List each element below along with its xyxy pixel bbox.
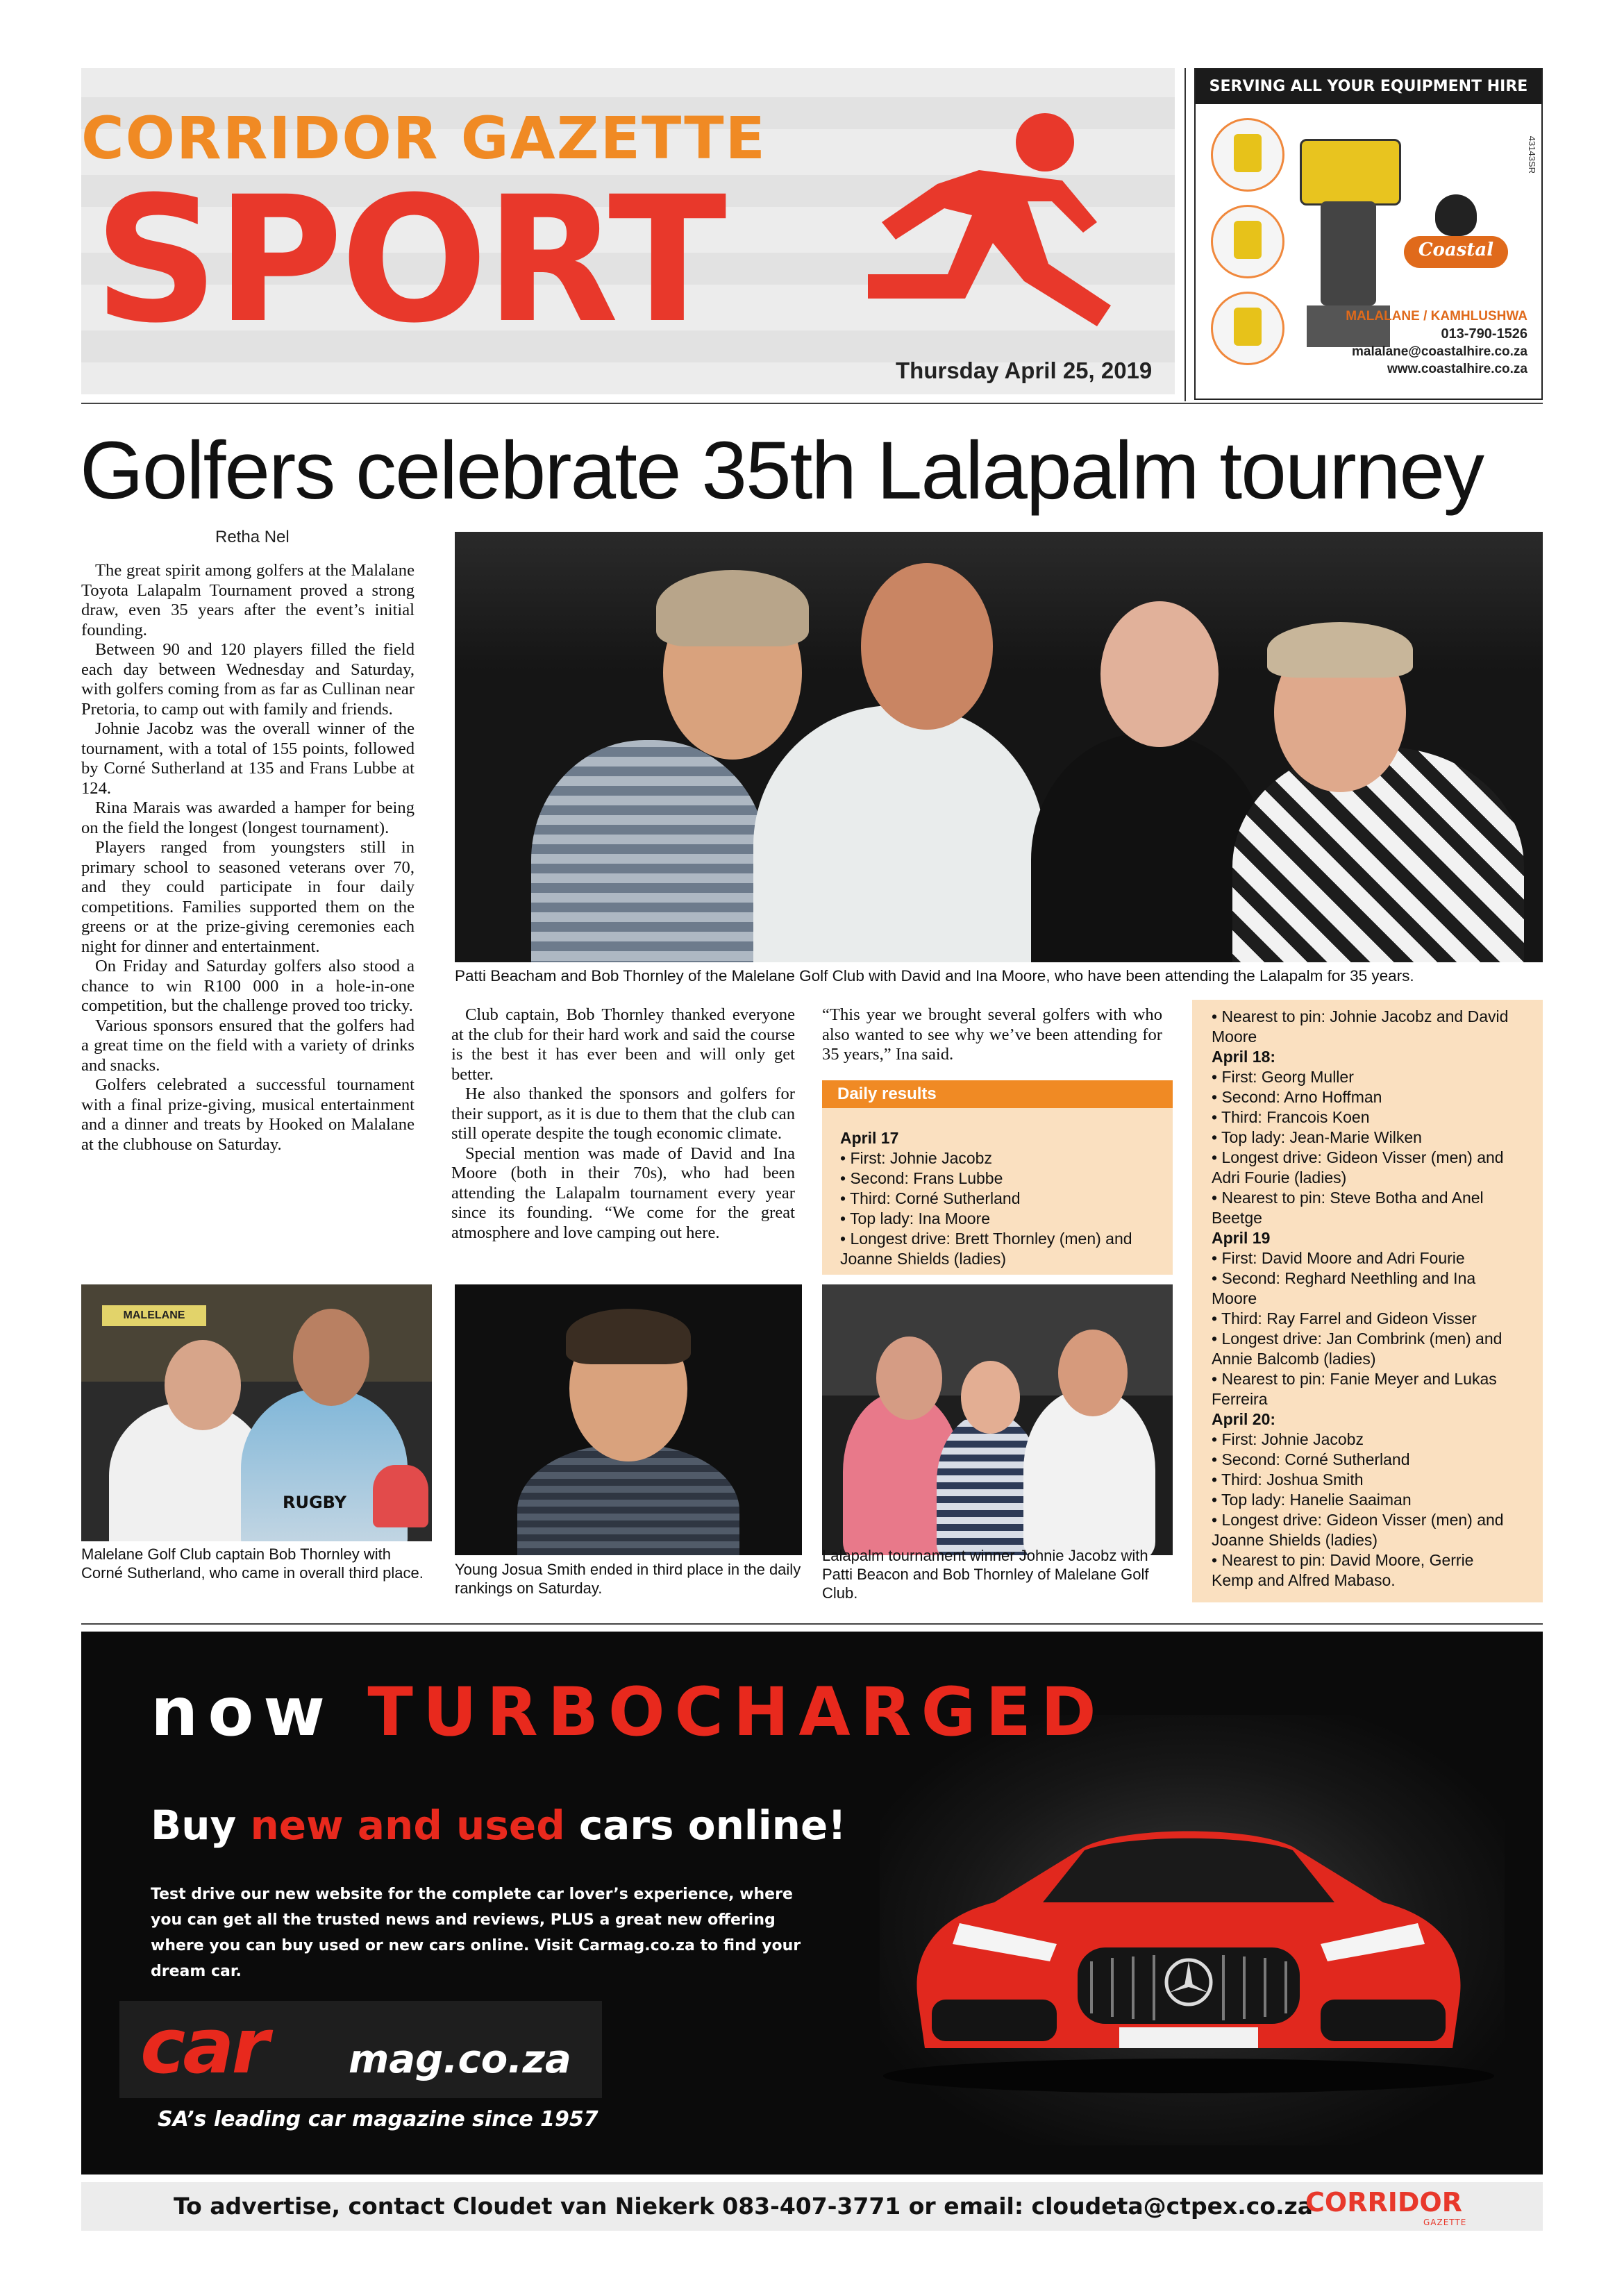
result-line: • Third: Francois Koen — [1212, 1108, 1370, 1126]
result-line: • Third: Joshua Smith — [1212, 1470, 1364, 1489]
result-line: • Top lady: Ina Moore — [840, 1209, 991, 1227]
result-line: Moore — [1212, 1028, 1257, 1046]
headline-turbocharged: TURBOCHARGED — [367, 1673, 1106, 1751]
brand-name: Coastal — [1404, 236, 1508, 268]
result-line: Ferreira — [1212, 1390, 1268, 1408]
photo-captain-and-sutherland — [81, 1284, 432, 1541]
result-line: • Longest drive: Gideon Visser (men) and — [1212, 1148, 1504, 1166]
buy-text-3: cars online! — [564, 1802, 846, 1849]
result-line: • Second: Arno Hoffman — [1212, 1088, 1382, 1106]
paragraph: Between 90 and 120 players filled the field each day between Wednesday and Saturday, with golfers coming from as far as Cullinan near Pretoria, to camp out with family and friends. — [81, 640, 415, 719]
result-line: • Top lady: Jean-Marie Wilken — [1212, 1128, 1422, 1146]
results-april-17 — [840, 1128, 1166, 1269]
paragraph: On Friday and Saturday golfers also stood a chance to win R100 000 in a hole-in-one competition, but the challenge proved too tricky. — [81, 957, 415, 1015]
results-day-title: April 20: — [1212, 1410, 1276, 1428]
issue-date: Thursday April 25, 2019 — [896, 358, 1153, 383]
result-line: Annie Balcomb (ladies) — [1212, 1350, 1376, 1368]
paragraph: Golfers celebrated a successful tournament with a final prize-giving, musical entertainment and a dinner and treats by Hooked on Malalane at the clubhouse on Saturday. — [81, 1075, 415, 1154]
result-line: • Second: Frans Lubbe — [840, 1169, 1003, 1187]
result-line: • Top lady: Hanelie Saaiman — [1212, 1491, 1412, 1509]
result-line: • Longest drive: Jan Combrink (men) and — [1212, 1330, 1502, 1348]
paragraph: Rina Marais was awarded a hamper for being on the field the longest (longest tournament). — [81, 798, 415, 837]
headline-now: now — [151, 1673, 335, 1751]
results-day-title: April 17 — [840, 1129, 899, 1147]
result-line: Adri Fourie (ladies) — [1212, 1168, 1347, 1187]
rule — [81, 1623, 1543, 1625]
result-line: • First: David Moore and Adri Fourie — [1212, 1249, 1465, 1267]
headline: Golfers celebrate 35th Lalapalm tourney — [80, 425, 1483, 517]
footer-logo-text: CORRIDOR — [1305, 2187, 1462, 2218]
main-photo — [455, 532, 1543, 962]
footer-contact[interactable]: To advertise, contact Cloudet van Niekerk 083-407-3771 or email: cloudeta@ctpex.co.za — [174, 2193, 1314, 2220]
paragraph: The great spirit among golfers at the Malalane Toyota Lalapalm Tournament proved a strong draw, even 35 years after the event’s initial founding. — [81, 561, 415, 639]
daily-results-header: Daily results — [822, 1080, 1173, 1108]
ad-location: MALALANE / KAMHLUSHWA — [1346, 309, 1527, 324]
club-banner: MALELANE — [102, 1305, 206, 1326]
photo2-caption: Young Josua Smith ended in third place in the daily rankings on Saturday. — [455, 1561, 801, 1597]
article-column-2 — [451, 1005, 795, 1243]
car-ad-headline — [151, 1673, 1106, 1751]
carmag-tagline: SA’s leading car magazine since 1957 — [158, 2107, 598, 2131]
result-line: • First: Georg Muller — [1212, 1068, 1354, 1086]
photo-jacobz-winner — [822, 1284, 1173, 1555]
results-day-title: April 18: — [1212, 1048, 1276, 1066]
paragraph: Various sponsors ensured that the golfers had a great time on the field with a variety of drinks and snacks. — [81, 1016, 415, 1075]
logo-car: car — [140, 2002, 267, 2090]
result-line: Joanne Shields (ladies) — [1212, 1531, 1378, 1549]
rammer-thumbnail — [1211, 118, 1284, 192]
result-line: • Second: Corné Sutherland — [1212, 1450, 1410, 1468]
buy-text-2: new and used — [250, 1802, 565, 1849]
main-photo-caption: Patti Beacham and Bob Thornley of the Malelane Golf Club with David and Ina Moore, who have been attending the Lalapalm for 35 years. — [455, 967, 1414, 984]
car-ad-subheadline — [151, 1802, 846, 1849]
results-list — [1212, 1007, 1538, 1591]
logo-mag: mag.co.za — [349, 2037, 571, 2082]
car-ad-body: Test drive our new website for the complete car lover’s experience, where you can get all the trusted news and reviews, PLUS a great new offering where you can buy used or new cars online. Visit Carmag.co.za to find your dream car. — [151, 1886, 801, 1980]
paper-name: CORRIDOR GAZETTE — [81, 104, 767, 172]
photo3-caption: Lalapalm tournament winner Johnie Jacobz with Patti Beacon and Bob Thornley of Malelane Golf Club. — [822, 1547, 1149, 1602]
article-column-1 — [81, 561, 415, 1155]
ad-website[interactable]: www.coastalhire.co.za — [1387, 362, 1527, 376]
ad-code: 43143SR — [1527, 135, 1537, 174]
ad-header: SERVING ALL YOUR EQUIPMENT HIRE NEEDS — [1196, 69, 1541, 104]
result-line: Beetge — [1212, 1209, 1262, 1227]
result-line: • Nearest to pin: Steve Botha and Anel — [1212, 1189, 1484, 1207]
carmag-logo[interactable] — [119, 2001, 602, 2098]
byline: Retha Nel — [215, 528, 290, 546]
result-line: Moore — [1212, 1289, 1257, 1307]
paragraph: “This year we brought several golfers with who also wanted to see why we’ve been attending for 35 years,” Ina said. — [822, 1005, 1162, 1064]
article-column-3 — [822, 1005, 1162, 1065]
result-line: • Longest drive: Brett Thornley (men) and — [840, 1230, 1132, 1248]
bird-icon — [1435, 194, 1477, 236]
result-line: • Longest drive: Gideon Visser (men) and — [1212, 1511, 1504, 1529]
coastal-logo — [1397, 194, 1515, 278]
buy-text-1: Buy — [151, 1802, 251, 1849]
result-line: • First: Johnie Jacobz — [840, 1149, 992, 1167]
paragraph: Players ranged from youngsters still in primary school to seasoned veterans over 70, and they could participate in four daily competitions. Families supported them on the greens or at the prize-giving ceremonies each night for dinner and entertainment. — [81, 838, 415, 956]
results-day-title: April 19 — [1212, 1229, 1271, 1247]
paragraph: Special mention was made of David and Ina Moore (both in their 70s), who had been attending the Lalapalm tournament every year since its founding. “We come for the great atmosphere and love camping out here. — [451, 1143, 795, 1242]
section-title: SPORT — [94, 159, 724, 361]
carmag-advert[interactable] — [81, 1632, 1543, 2175]
rule — [81, 403, 1543, 404]
paragraph: He also thanked the sponsors and golfers for their support, as it is due to them that the club can still operate despite the tough economic climate. — [451, 1084, 795, 1143]
plate-compactor-thumbnail — [1211, 292, 1284, 365]
ad-email[interactable]: malalane@coastalhire.co.za — [1352, 344, 1527, 359]
paragraph: Club captain, Bob Thornley thanked everyone at the club for their hard work and said the course is the best it has ever been and will only get better. — [451, 1005, 795, 1084]
shirt-text: RUGBY — [283, 1493, 347, 1512]
result-line: • Third: Ray Farrel and Gideon Visser — [1212, 1309, 1477, 1327]
photo1-caption: Malelane Golf Club captain Bob Thornley with Corné Sutherland, who came in overall third place. — [81, 1545, 424, 1582]
ad-phone: 013-790-1526 — [1441, 326, 1527, 342]
footer-logo — [1305, 2187, 1472, 2229]
paragraph: Johnie Jacobz was the overall winner of the tournament, with a total of 155 points, followed by Corné Sutherland at 135 and Frans Lubbe at 124. — [81, 719, 415, 798]
photo-josua-smith — [455, 1284, 802, 1555]
sports-car-image — [876, 1770, 1501, 2097]
runner-icon — [805, 104, 1132, 368]
result-line: • Nearest to pin: David Moore, Gerrie — [1212, 1551, 1474, 1569]
result-line: • First: Johnie Jacobz — [1212, 1430, 1364, 1448]
result-line: Kemp and Alfred Mabaso. — [1212, 1571, 1396, 1589]
breaker-thumbnail — [1211, 205, 1284, 278]
coastal-hire-ad[interactable] — [1194, 68, 1543, 400]
column-divider — [1184, 68, 1186, 401]
result-line: • Nearest to pin: Johnie Jacobz and David — [1212, 1007, 1509, 1025]
footer-logo-sub: GAZETTE — [1423, 2218, 1467, 2227]
result-line: • Second: Reghard Neethling and Ina — [1212, 1269, 1476, 1287]
result-line: • Third: Corné Sutherland — [840, 1189, 1021, 1207]
result-line: • Nearest to pin: Fanie Meyer and Lukas — [1212, 1370, 1497, 1388]
result-line: Joanne Shields (ladies) — [840, 1250, 1007, 1268]
